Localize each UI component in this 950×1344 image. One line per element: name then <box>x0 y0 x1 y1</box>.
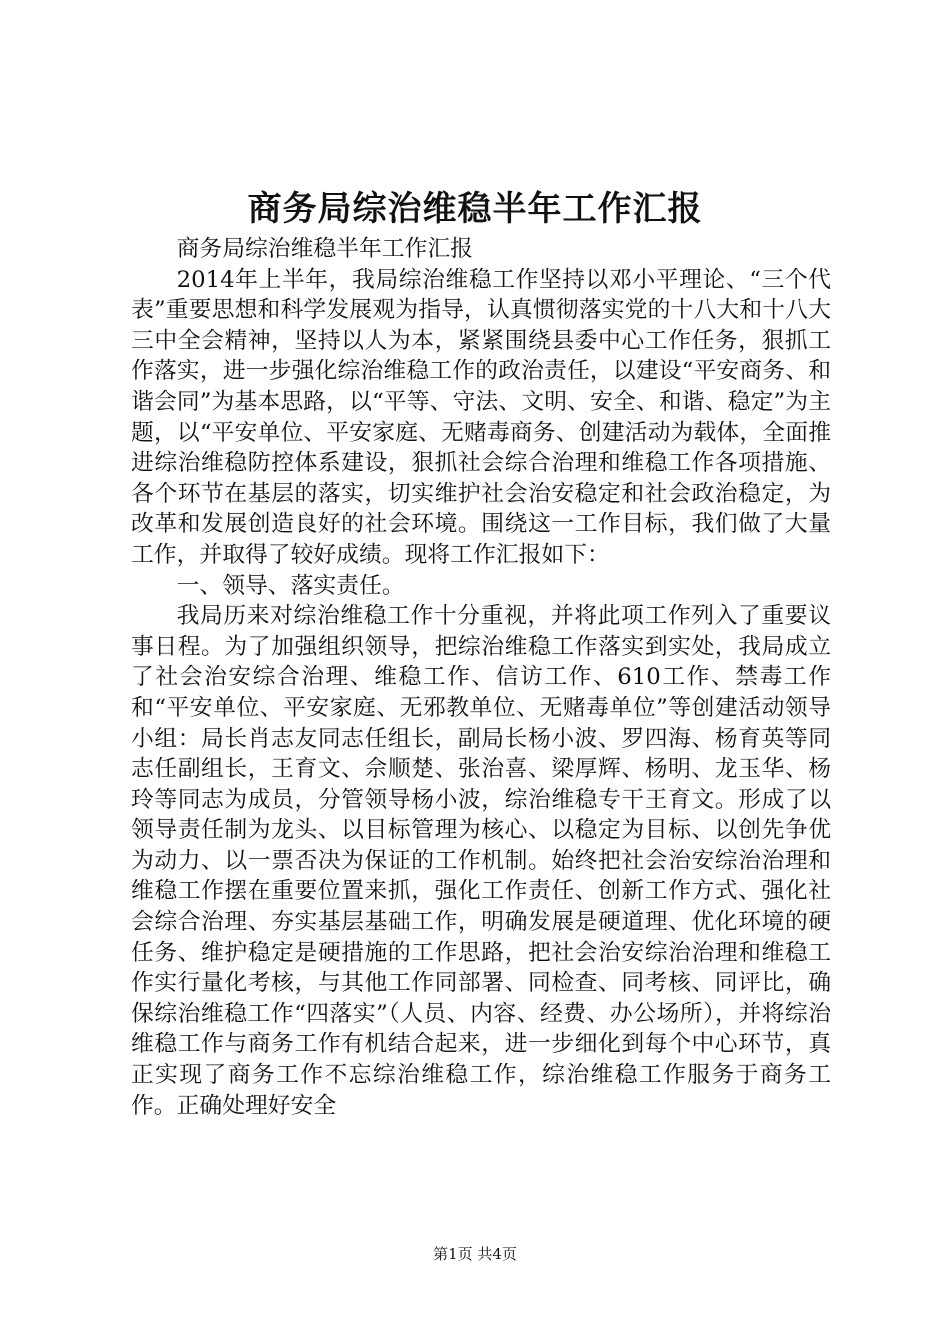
section-heading-leadership: 一、领导、落实责任。 <box>176 572 405 599</box>
paragraph-heading-repeat: 商务局综治维稳半年工作汇报 <box>176 236 473 262</box>
paragraph-leadership: 我局历来对综治维稳工作十分重视，并将此项工作列入了重要议事日程。为了加强组织领导，把综治维稳工作落实到实处，我局成立了社会治安综合治理、维稳工作、信访工作、610工作、禁毒工作和“平安单位、平安家庭、无邪教单位、无赌毒单位”等创建活动领导小组：局长肖志友同志任组长，副局长杨小波、罗四海、杨育英等同志任副组长，王育文、佘顺楚、张治喜、梁厚辉、杨明、龙玉华、杨玲等同志为成员，分管领导杨小波，综治维稳专干王育文。形成了以领导责任制为龙头、以目标管理为核心、以稳定为目标、以创先争优为动力、以一票否决为保证的工作机制。始终把社会治安综治治理和维稳工作摆在重要位置来抓，强化工作责任、创新工作方式、强化社会综合治理、夯实基层基础工作，明确发展是硬道理、优化环境的硬任务、维护稳定是硬措施的工作思路，把社会治安综治治理和维稳工作实行量化考核，与其他工作同部署、同检查、同考核、同评比，确保综治维稳工作“四落实”（人员、内容、经费、办公场所），并将综治维稳工作与商务工作有机结合起来，进一步细化到每个中心环节，真正实现了商务工作不忘综治维稳工作，综治维稳工作服务于商务工作。正确处理好安全 <box>131 603 831 1119</box>
paragraph-intro: 2014年上半年，我局综治维稳工作坚持以邓小平理论、“三个代表”重要思想和科学发展观为指导，认真惯彻落实党的十八大和十八大三中全会精神，坚持以人为本，紧紧围绕县委中心工作任务，狠抓工作落实，进一步强化综治维稳工作的政治责任，以建设“平安商务、和谐会同”为基本思路，以“平等、守法、文明、安全、和谐、稳定”为主题，以“平安单位、平安家庭、无赌毒商务、创建活动为载体，全面推进综治维稳防控体系建设，狠抓社会综合治理和维稳工作各项措施、各个环节在基层的落实，切实维护社会治安稳定和社会政治稳定，为改革和发展创造良好的社会环境。围绕这一工作目标，我们做了大量工作，并取得了较好成绩。现将工作汇报如下： <box>131 266 831 568</box>
document-title: 商务局综治维稳半年工作汇报 <box>247 189 703 229</box>
document-body <box>131 234 831 1121</box>
page-footer: 第1页 共4页 <box>433 1245 517 1263</box>
